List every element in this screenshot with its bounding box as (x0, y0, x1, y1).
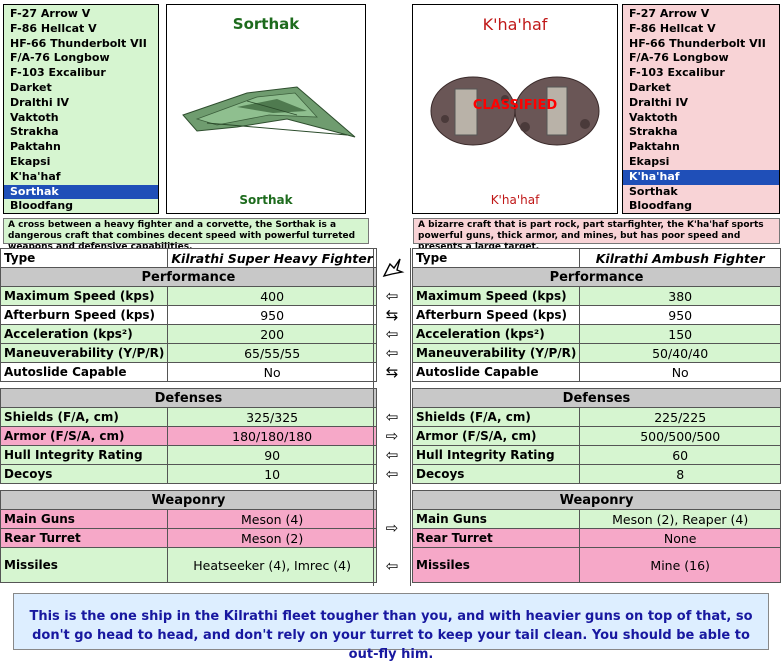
left-ship-title: Sorthak (232, 15, 300, 33)
ship-list-item[interactable]: Paktahn (629, 140, 680, 154)
right-decoys: 8 (580, 465, 781, 484)
ship-list-item[interactable]: F-86 Hellcat V (10, 21, 97, 35)
label-afterburn: Afterburn Speed (kps) (1, 306, 168, 325)
right-rear-turret: None (580, 529, 781, 548)
arrow-accel: ⇦ (385, 325, 399, 343)
classified-stamp: CLASSIFIED (472, 98, 558, 113)
label-rear-turret: Rear Turret (1, 529, 168, 548)
r-label-armor: Armor (F/S/A, cm) (413, 427, 580, 446)
weaponry-header: Weaponry (1, 491, 377, 510)
sorthak-ship-image (177, 75, 357, 145)
left-autoslide: No (168, 363, 377, 382)
ship-list-item[interactable]: F/A-76 Longbow (629, 51, 729, 65)
label-autoslide: Autoslide Capable (1, 363, 168, 382)
right-ship-title: K'ha'haf (482, 15, 548, 34)
r-label-decoys: Decoys (413, 465, 580, 484)
label-accel: Acceleration (kps²) (1, 325, 168, 344)
arrow-afterburn: ⇆ (385, 306, 399, 324)
label-maneuver: Maneuverability (Y/P/R) (1, 344, 168, 363)
ship-list-item[interactable]: K'ha'haf (623, 170, 779, 185)
performance-header: Performance (1, 268, 377, 287)
left-armor: 180/180/180 (168, 427, 377, 446)
right-description: A bizarre craft that is part rock, part starfighter, the K'ha'haf sports powerful guns, thick armor, and mines, but has poor speed and presents a large target. (413, 218, 780, 244)
arrow-missiles: ⇦ (385, 557, 399, 575)
r-label-max-speed: Maximum Speed (kps) (413, 287, 580, 306)
ship-list-item[interactable]: Sorthak (4, 185, 158, 200)
r-label-afterburn: Afterburn Speed (kps) (413, 306, 580, 325)
ship-list-item[interactable]: Bloodfang (10, 199, 74, 213)
right-main-guns: Meson (2), Reaper (4) (580, 510, 781, 529)
left-ship-caption: Sorthak (239, 193, 293, 207)
r-label-maneuver: Maneuverability (Y/P/R) (413, 344, 580, 363)
r-label-type: Type (413, 249, 580, 268)
right-stats-table (412, 248, 781, 583)
ship-list-item[interactable]: Darket (629, 80, 671, 94)
r-defenses-header: Defenses (413, 389, 781, 408)
ship-list-item[interactable]: F-27 Arrow V (629, 7, 710, 20)
arrow-shields: ⇦ (385, 408, 399, 426)
ship-list-item[interactable]: Dralthi IV (10, 95, 70, 109)
left-decoys: 10 (168, 465, 377, 484)
r-label-main-guns: Main Guns (413, 510, 580, 529)
label-shields: Shields (F/A, cm) (1, 408, 168, 427)
arrow-maneuver: ⇦ (385, 344, 399, 362)
arrow-max-speed: ⇦ (385, 287, 399, 305)
r-label-rear-turret: Rear Turret (413, 529, 580, 548)
ship-list-item[interactable]: HF-66 Thunderbolt VII (629, 36, 766, 50)
right-type: Kilrathi Ambush Fighter (580, 249, 781, 268)
r-performance-header: Performance (413, 268, 781, 287)
left-ship-panel (166, 4, 366, 214)
right-ship-list[interactable] (622, 4, 780, 214)
ship-list-item[interactable]: Strakha (10, 125, 59, 139)
r-label-shields: Shields (F/A, cm) (413, 408, 580, 427)
left-stats-table (0, 248, 377, 583)
ship-list-item[interactable]: Sorthak (629, 184, 678, 198)
left-shields: 325/325 (168, 408, 377, 427)
right-maneuver: 50/40/40 (580, 344, 781, 363)
ship-list-item[interactable]: F/A-76 Longbow (10, 51, 110, 65)
arrow-hull: ⇦ (385, 446, 399, 464)
tactics-tip: This is the one ship in the Kilrathi fleet tougher than you, and with heavier guns on top of that, so don't go head to head, and don't rely on your turret to keep your tail clean. You should be able to out-fly him. (13, 593, 769, 650)
right-autoslide: No (580, 363, 781, 382)
ship-list-item[interactable]: F-86 Hellcat V (629, 21, 716, 35)
ship-list-item[interactable]: Vaktoth (629, 110, 678, 124)
right-ship-caption: K'ha'haf (490, 193, 540, 207)
label-missiles: Missiles (1, 548, 168, 583)
ship-list-item[interactable]: Strakha (629, 125, 678, 139)
left-accel: 200 (168, 325, 377, 344)
right-shields: 225/225 (580, 408, 781, 427)
arrow-decoys: ⇦ (385, 465, 399, 483)
label-hull: Hull Integrity Rating (1, 446, 168, 465)
ship-list-item[interactable]: HF-66 Thunderbolt VII (10, 36, 147, 50)
ship-list-item[interactable]: F-103 Excalibur (629, 66, 725, 80)
arrow-autoslide: ⇆ (385, 363, 399, 381)
ship-list-item[interactable]: F-103 Excalibur (10, 66, 106, 80)
r-weaponry-header: Weaponry (413, 491, 781, 510)
left-main-guns: Meson (4) (168, 510, 377, 529)
ship-list-item[interactable]: Darket (10, 80, 52, 94)
label-main-guns: Main Guns (1, 510, 168, 529)
left-rear-turret: Meson (2) (168, 529, 377, 548)
left-ship-list[interactable] (3, 4, 159, 214)
left-description: A cross between a heavy fighter and a corvette, the Sorthak is a dangerous craft that combines decent speed with powerful turreted weapons and defensive capabilities. (3, 218, 369, 244)
label-type: Type (1, 249, 168, 268)
r-label-autoslide: Autoslide Capable (413, 363, 580, 382)
label-decoys: Decoys (1, 465, 168, 484)
ship-list-item[interactable]: Vaktoth (10, 110, 59, 124)
r-label-hull: Hull Integrity Rating (413, 446, 580, 465)
ship-list-item[interactable]: Bloodfang (629, 199, 693, 213)
defenses-header: Defenses (1, 389, 377, 408)
right-accel: 150 (580, 325, 781, 344)
r-label-missiles: Missiles (413, 548, 580, 583)
arrow-main-guns: ⇨ (385, 519, 399, 537)
r-label-accel: Acceleration (kps²) (413, 325, 580, 344)
ship-list-item[interactable]: Paktahn (10, 140, 61, 154)
label-armor: Armor (F/S/A, cm) (1, 427, 168, 446)
right-armor: 500/500/500 (580, 427, 781, 446)
left-missiles: Heatseeker (4), Imrec (4) (168, 548, 377, 583)
left-max-speed: 400 (168, 287, 377, 306)
ship-list-item[interactable]: F-27 Arrow V (10, 7, 91, 20)
ship-list-item[interactable]: Dralthi IV (629, 95, 689, 109)
ship-list-item[interactable]: K'ha'haf (10, 169, 61, 183)
right-max-speed: 380 (580, 287, 781, 306)
left-type: Kilrathi Super Heavy Fighter (168, 249, 377, 268)
ship-list-item[interactable]: Ekapsi (10, 154, 51, 168)
left-maneuver: 65/55/55 (168, 344, 377, 363)
right-hull: 60 (580, 446, 781, 465)
label-max-speed: Maximum Speed (kps) (1, 287, 168, 306)
ship-list-item[interactable]: Ekapsi (629, 154, 670, 168)
arrow-armor: ⇨ (385, 427, 399, 445)
kilrathi-emblem-icon (380, 256, 404, 280)
right-ship-panel (412, 4, 618, 214)
right-afterburn: 950 (580, 306, 781, 325)
left-hull: 90 (168, 446, 377, 465)
left-afterburn: 950 (168, 306, 377, 325)
right-missiles: Mine (16) (580, 548, 781, 583)
